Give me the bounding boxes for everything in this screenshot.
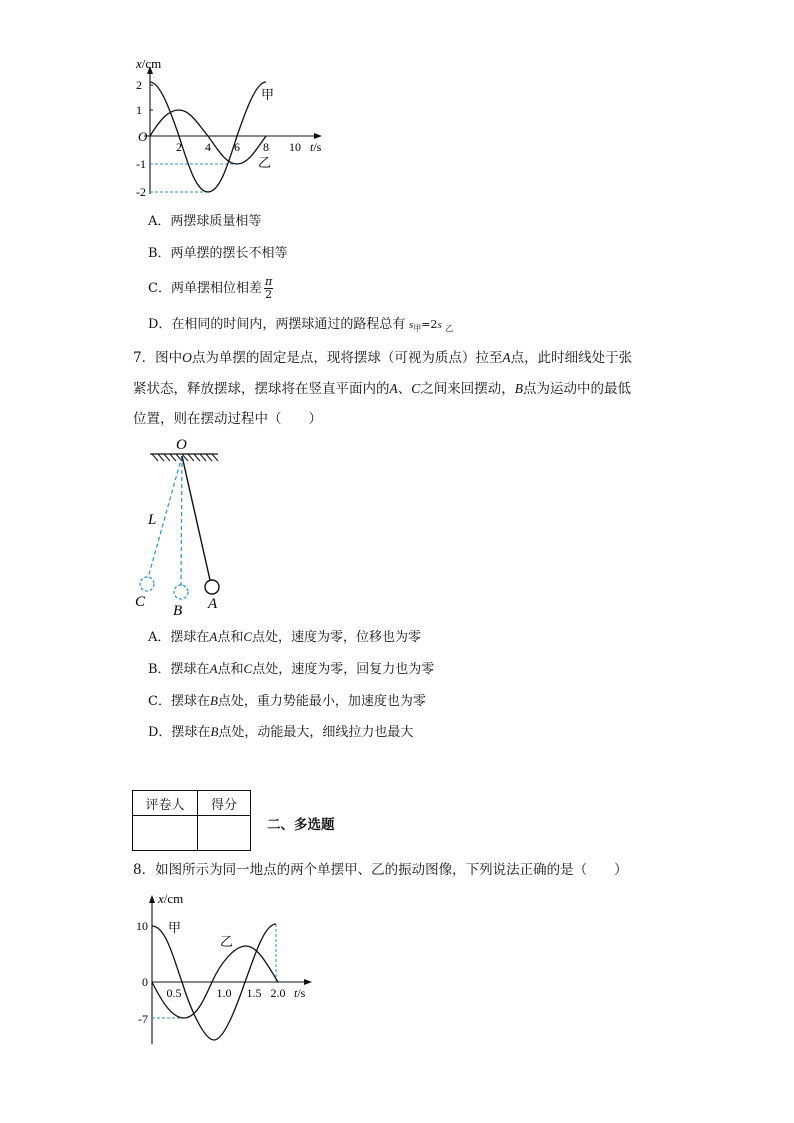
- x-axis-label: t/s: [294, 986, 306, 1000]
- string-to-a: [182, 456, 210, 580]
- y-tick-m2: -2: [136, 185, 146, 199]
- x-tick-1-0: 1.0: [216, 986, 232, 1000]
- q7-option-c[interactable]: C．摆球在B点处，重力势能最小，加速度也为零: [148, 693, 426, 709]
- x-tick-1-5: 1.5: [246, 986, 262, 1000]
- y-tick-1: 1: [136, 103, 142, 117]
- y-tick-2: 2: [136, 78, 142, 92]
- oscillation-graph-2: [128, 890, 328, 1050]
- q7-option-b[interactable]: B．摆球在A点和C点处，速度为零，回复力也为零: [148, 661, 435, 677]
- oscillation-graph-1: [130, 60, 340, 200]
- q8-stem: 8．如图所示为同一地点的两个单摆甲、乙的振动图像，下列说法正确的是（ ）: [133, 862, 628, 878]
- y-tick-10: 10: [136, 919, 148, 933]
- x-tick-4: 4: [205, 140, 211, 154]
- ball-b: [174, 585, 188, 599]
- score-table: [132, 790, 251, 851]
- x-tick-0-5: 0.5: [166, 986, 182, 1000]
- q7-option-a[interactable]: A．摆球在A点和C点处，速度为零，位移也为零: [148, 629, 422, 645]
- curve-yi: [150, 110, 266, 164]
- pivot-label: O: [176, 437, 187, 453]
- svg-text:x/cm: x/cm: [136, 60, 162, 71]
- label-jia: 甲: [261, 87, 275, 102]
- y-tick-m7: -7: [138, 1012, 148, 1026]
- section-title: 二、多选题: [267, 817, 335, 833]
- x-axis-arrow: [304, 979, 312, 985]
- q6-option-d[interactable]: D．在相同的时间内，两摆球通过的路程总有 $s_甲=2s$ $_乙$: [148, 317, 454, 334]
- label-yi: 乙: [220, 934, 234, 949]
- point-a-label: A: [208, 596, 218, 612]
- length-label: L: [148, 512, 157, 528]
- point-c-label: C: [135, 594, 146, 610]
- x-tick-2-0: 2.0: [270, 986, 286, 1000]
- reviewer-cell[interactable]: [133, 816, 198, 851]
- x-tick-10: 10: [289, 140, 301, 154]
- q7-line-1: 7．图中O点为单摆的固定是点，现将摆球（可视为质点）拉至A点，此时细线处于张: [133, 350, 633, 366]
- ball-c: [140, 577, 154, 591]
- q6-option-b[interactable]: B．两单摆的摆长不相等: [148, 246, 288, 261]
- label-yi: 乙: [258, 155, 272, 170]
- label-jia: 甲: [168, 920, 182, 935]
- y-axis-label: x/cm: [158, 891, 184, 906]
- reviewer-header: 评卷人: [133, 791, 198, 816]
- score-cell[interactable]: [198, 816, 251, 851]
- ball-a: [205, 580, 219, 594]
- y-tick-0: 0: [142, 975, 148, 989]
- q7-option-d[interactable]: D．摆球在B点处，动能最大，细线拉力也最大: [148, 724, 414, 740]
- string-to-b: [181, 456, 182, 586]
- point-b-label: B: [173, 603, 183, 617]
- pendulum-diagram: [130, 432, 230, 617]
- origin-label: O: [138, 129, 148, 144]
- x-tick-8: 8: [263, 140, 269, 154]
- q7-line-2: 紧状态，释放摆球，摆球将在竖直平面内的A、C之间来回摆动，B点为运动中的最低: [133, 381, 632, 397]
- y-axis-arrow: [149, 895, 155, 903]
- y-tick-m1: -1: [136, 157, 146, 171]
- x-tick-6: 6: [234, 140, 240, 154]
- x-axis-label: t/s: [310, 140, 322, 154]
- q6-option-c[interactable]: C．两单摆相位相差 $\frac{\pi}{2}$: [148, 275, 273, 301]
- q6-option-a[interactable]: A．两摆球质量相等: [148, 214, 262, 229]
- x-tick-2: 2: [176, 140, 182, 154]
- q7-line-3: 位置，则在摆动过程中（ ）: [133, 411, 322, 427]
- x-axis-arrow: [314, 133, 322, 139]
- score-header: 得分: [198, 791, 251, 816]
